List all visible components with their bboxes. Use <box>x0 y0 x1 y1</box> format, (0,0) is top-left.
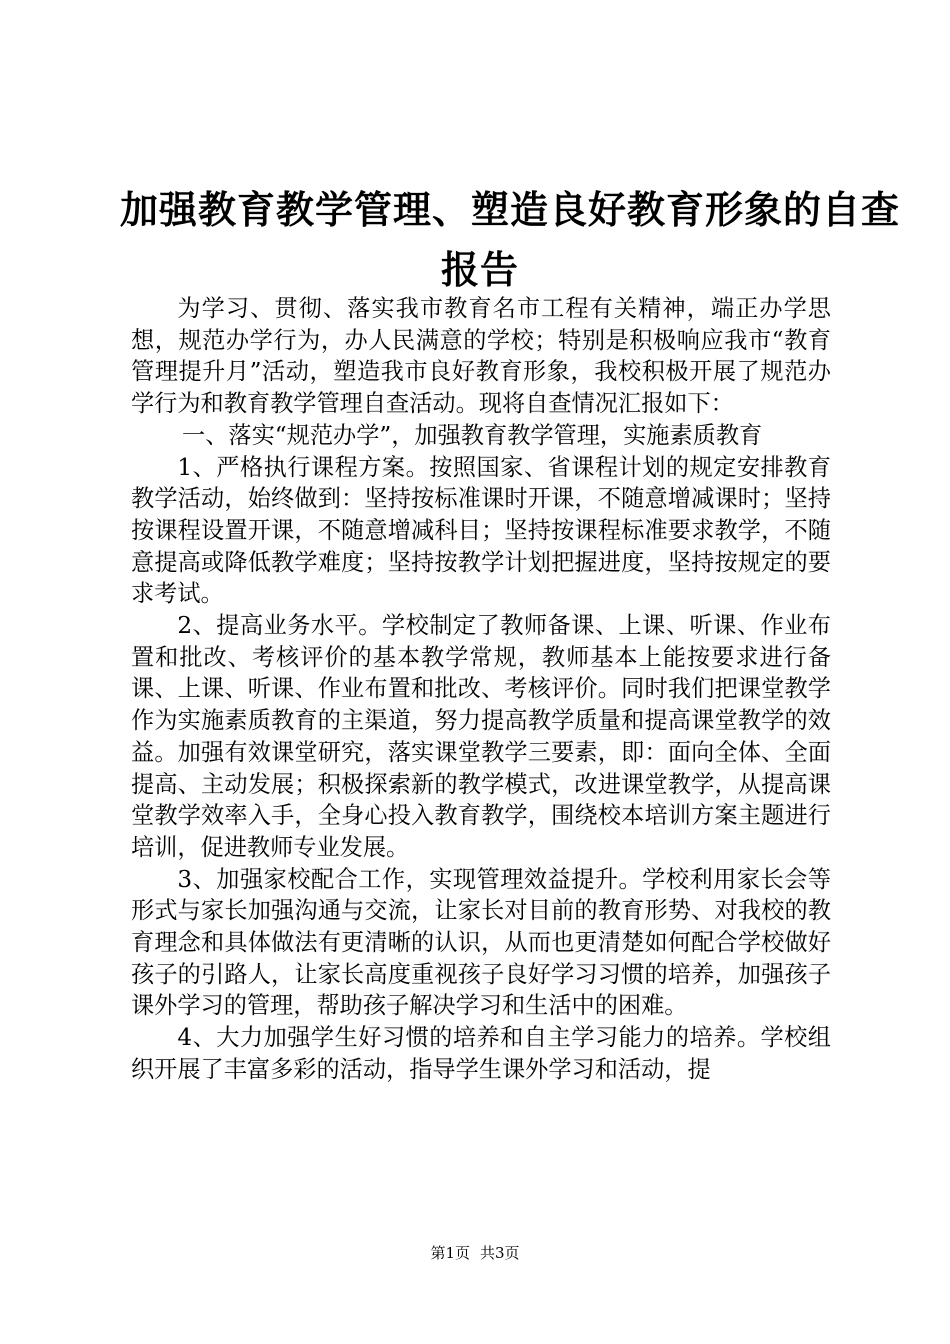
body-paragraph-2: 2、提高业务水平。学校制定了教师备课、上课、听课、作业布置和批改、考核评价的基本教学常规，教师基本上能按要求进行备课、上课、听课、作业布置和批改、考核评价。同时我们把课堂教学作为实施素质教育的主渠道，努力提高教学质量和提高课堂教学的效益。加强有效课堂研究，落实课堂教学三要素，即：面向全体、全面提高、主动发展；积极探索新的教学模式，改进课堂教学，从提高课堂教学效率入手，全身心投入教育教学，围绕校本培训方案主题进行培训，促进教师专业发展。 <box>131 612 831 861</box>
page-total: 共3页 <box>480 1244 520 1262</box>
body-paragraph-1: 1、严格执行课程方案。按照国家、省课程计划的规定安排教育教学活动，始终做到：坚持按标准课时开课，不随意增减课时；坚持按课程设置开课，不随意增减科目；坚持按课程标准要求教学，不随意提高或降低教学难度；坚持按教学计划把握进度，坚持按规定的要求考试。 <box>131 453 831 608</box>
body-paragraph-3: 3、加强家校配合工作，实现管理效益提升。学校利用家长会等形式与家长加强沟通与交流，让家长对目前的教育形势、对我校的教育理念和具体做法有更清晰的认识，从而也更清楚如何配合学校做好孩子的引路人，让家长高度重视孩子良好学习习惯的培养，加强孩子课外学习的管理，帮助孩子解决学习和生活中的困难。 <box>131 865 831 1020</box>
document-title: 加强教育教学管理、塑造良好教育形象的自查 <box>120 187 901 232</box>
body-paragraph-4: 4、大力加强学生好习惯的培养和自主学习能力的培养。学校组织开展了丰富多彩的活动，指导学生课外学习和活动，提 <box>131 1024 831 1083</box>
document-body <box>131 293 831 1086</box>
page-number: 第1页 <box>430 1244 470 1262</box>
page-footer <box>0 1243 950 1263</box>
section-heading: 一、落实“规范办学”，加强教育教学管理，实施素质教育 <box>182 421 763 449</box>
document-title-continued: 报告 <box>440 247 519 292</box>
intro-paragraph: 为学习、贯彻、落实我市教育名市工程有关精神，端正办学思想，规范办学行为，办人民满意的学校；特别是积极响应我市“教育管理提升月”活动，塑造我市良好教育形象，我校积极开展了规范办学行为和教育教学管理自查活动。现将自查情况汇报如下： <box>131 295 831 418</box>
